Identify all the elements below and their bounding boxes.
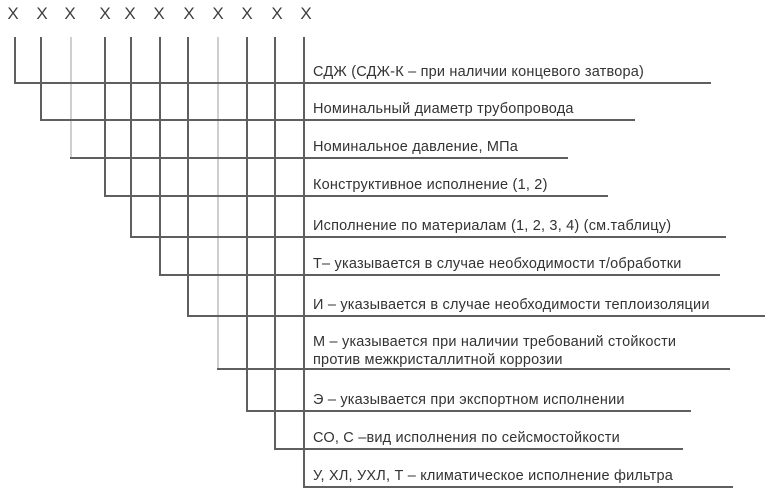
connector-vertical-line <box>246 37 248 412</box>
connector-underline <box>303 486 733 488</box>
connector-vertical-line <box>14 37 16 84</box>
connector-underline <box>159 274 720 276</box>
row-label-export-version: Э – указывается при экспортном исполнении <box>313 392 625 408</box>
connector-vertical-line <box>40 37 42 121</box>
connector-underline <box>40 119 635 121</box>
x-symbol: X <box>124 4 136 23</box>
row-label-corrosion-line2: против межкристаллитной коррозии <box>313 351 563 368</box>
connector-underline <box>70 157 568 159</box>
row-label-material-version: Исполнение по материалам (1, 2, 3, 4) (см.таблицу) <box>313 218 672 234</box>
connector-underline <box>104 195 608 197</box>
connector-vertical-line <box>303 37 305 488</box>
x-symbol: X <box>183 4 195 23</box>
x-symbol: X <box>241 4 253 23</box>
row-label-heat-treatment: Т– указывается в случае необходимости т/обработки <box>313 256 682 272</box>
connector-underline <box>130 236 726 238</box>
connector-underline <box>187 315 765 317</box>
connector-underline <box>274 448 683 450</box>
row-label-nominal-diameter: Номинальный диаметр трубопровода <box>313 101 574 117</box>
connector-vertical-line <box>274 37 276 450</box>
row-label-climatic-version: У, ХЛ, УХЛ, Т – климатическое исполнение фильтра <box>313 468 674 484</box>
connector-underline <box>246 410 691 412</box>
x-symbol: X <box>36 4 48 23</box>
row-label-nominal-pressure: Номинальное давление, МПа <box>313 139 519 155</box>
x-symbol: X <box>7 4 19 23</box>
x-symbol: X <box>271 4 283 23</box>
x-symbol: X <box>64 4 76 23</box>
row-label-sdzh: СДЖ (СДЖ-К – при наличии концевого затвора) <box>313 64 645 80</box>
connector-underline <box>14 82 711 84</box>
connector-vertical-line <box>104 37 106 197</box>
x-symbol: X <box>300 4 312 23</box>
row-label-seismic-version: СО, С –вид исполнения по сейсмостойкости <box>313 430 620 446</box>
x-symbol: X <box>153 4 165 23</box>
connector-vertical-line <box>70 37 72 159</box>
row-label-corrosion-resistance <box>313 334 676 369</box>
connector-vertical-line <box>217 37 219 370</box>
x-symbol: X <box>212 4 224 23</box>
connector-vertical-line <box>130 37 132 238</box>
row-label-corrosion-line1: М – указывается при наличии требований стойкости <box>313 334 677 350</box>
row-label-design-version: Конструктивное исполнение (1, 2) <box>313 177 548 193</box>
x-symbol: X <box>99 4 111 23</box>
row-label-thermal-insulation: И – указывается в случае необходимости теплоизоляции <box>313 297 710 313</box>
